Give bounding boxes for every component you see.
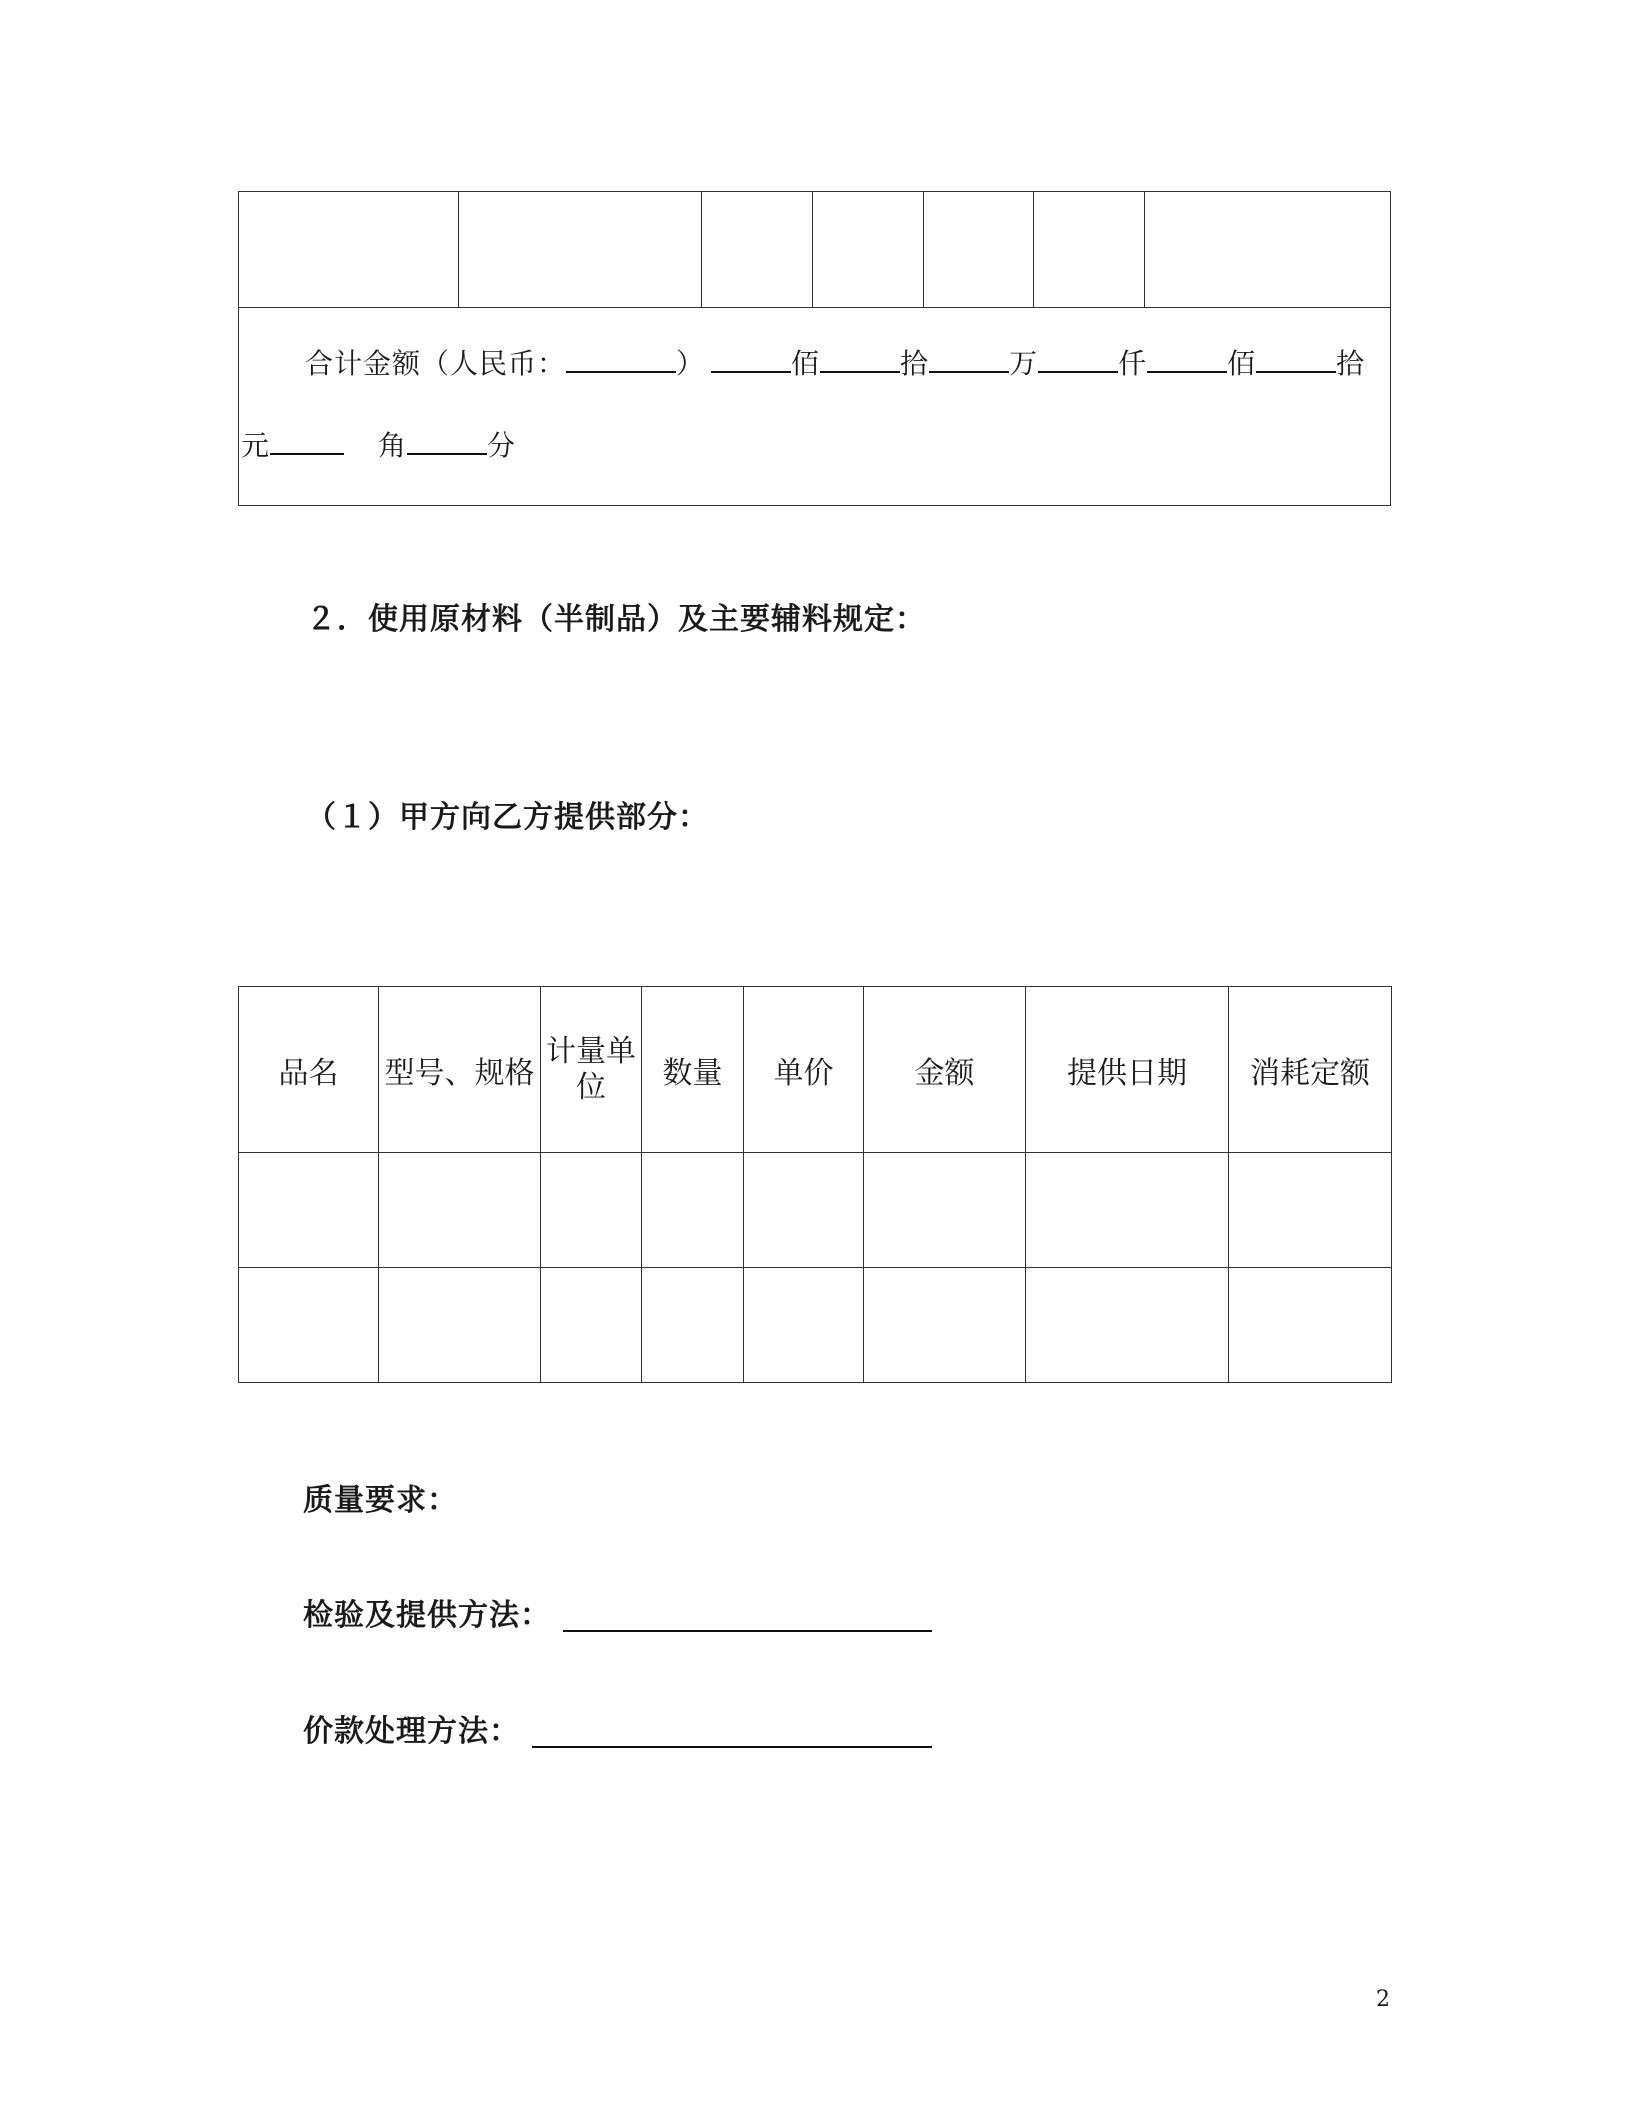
- header-model-spec: 型号、规格: [379, 987, 541, 1153]
- amount-table: [238, 191, 1391, 506]
- jiao-blank[interactable]: [270, 427, 344, 455]
- total-amount-line-1: [305, 342, 1365, 382]
- payment-method-field[interactable]: [532, 1746, 932, 1748]
- fen-blank[interactable]: [407, 427, 487, 455]
- column-divider: [923, 192, 924, 307]
- unit-bai-2: 佰: [1227, 347, 1257, 380]
- total-amount-label: 合计金额（人民币：: [305, 347, 567, 380]
- table-cell[interactable]: [541, 1153, 642, 1268]
- table-cell[interactable]: [1229, 1268, 1392, 1383]
- materials-table: [238, 986, 1392, 1383]
- table-cell[interactable]: [864, 1153, 1026, 1268]
- table-cell[interactable]: [1229, 1153, 1392, 1268]
- section-2-heading: ２．使用原材料（半制品）及主要辅料规定：: [306, 602, 926, 637]
- table-row: [239, 1268, 1392, 1383]
- table-cell[interactable]: [642, 1153, 744, 1268]
- header-unit-price: 单价: [744, 987, 864, 1153]
- table-cell[interactable]: [744, 1153, 864, 1268]
- materials-header-row: [239, 987, 1392, 1153]
- column-divider: [1033, 192, 1034, 307]
- header-unit-line1: 计量单: [546, 1033, 636, 1069]
- inspection-method-field[interactable]: [563, 1630, 932, 1632]
- bai-blank[interactable]: [711, 345, 791, 373]
- header-quantity: 数量: [642, 987, 744, 1153]
- unit-yuan: 元: [241, 429, 271, 462]
- unit-shi: 拾: [900, 347, 930, 380]
- header-unit: [541, 987, 642, 1153]
- header-consumption-quota: 消耗定额: [1229, 987, 1392, 1153]
- unit-shi-2: 拾: [1336, 347, 1366, 380]
- close-paren: ）: [676, 347, 706, 380]
- unit-fen: 分: [487, 429, 517, 462]
- unit-wan: 万: [1009, 347, 1039, 380]
- subsection-1-heading: （１）甲方向乙方提供部分：: [306, 800, 709, 835]
- rmb-amount-blank[interactable]: [566, 345, 676, 373]
- total-amount-line-2: [241, 424, 516, 464]
- table-row: [239, 1153, 1392, 1268]
- bai-2-blank[interactable]: [1147, 345, 1227, 373]
- column-divider: [812, 192, 813, 307]
- table-cell[interactable]: [379, 1268, 541, 1383]
- column-divider: [1144, 192, 1145, 307]
- header-supply-date: 提供日期: [1026, 987, 1229, 1153]
- unit-qian: 仟: [1118, 347, 1148, 380]
- table-cell[interactable]: [1026, 1153, 1229, 1268]
- table-cell[interactable]: [239, 1153, 379, 1268]
- table-cell[interactable]: [541, 1268, 642, 1383]
- page-number: 2: [1376, 1987, 1390, 2012]
- column-divider: [701, 192, 702, 307]
- table-cell[interactable]: [744, 1268, 864, 1383]
- unit-jiao: 角: [378, 429, 408, 462]
- payment-method-label: 价款处理方法：: [303, 1714, 520, 1749]
- table-cell[interactable]: [1026, 1268, 1229, 1383]
- table-cell[interactable]: [642, 1268, 744, 1383]
- header-product-name: 品名: [239, 987, 379, 1153]
- inspection-method-label: 检验及提供方法：: [303, 1598, 551, 1633]
- shi-blank[interactable]: [820, 345, 900, 373]
- shi-2-blank[interactable]: [1256, 345, 1336, 373]
- header-unit-line2: 位: [576, 1069, 606, 1105]
- quality-requirements-label: 质量要求：: [303, 1483, 458, 1518]
- table-cell[interactable]: [239, 1268, 379, 1383]
- qian-blank[interactable]: [1038, 345, 1118, 373]
- table-cell[interactable]: [864, 1268, 1026, 1383]
- column-divider: [458, 192, 459, 307]
- table-cell[interactable]: [379, 1153, 541, 1268]
- amount-table-item-row: [239, 192, 1390, 308]
- unit-bai: 佰: [791, 347, 821, 380]
- wan-blank[interactable]: [929, 345, 1009, 373]
- header-amount: 金额: [864, 987, 1026, 1153]
